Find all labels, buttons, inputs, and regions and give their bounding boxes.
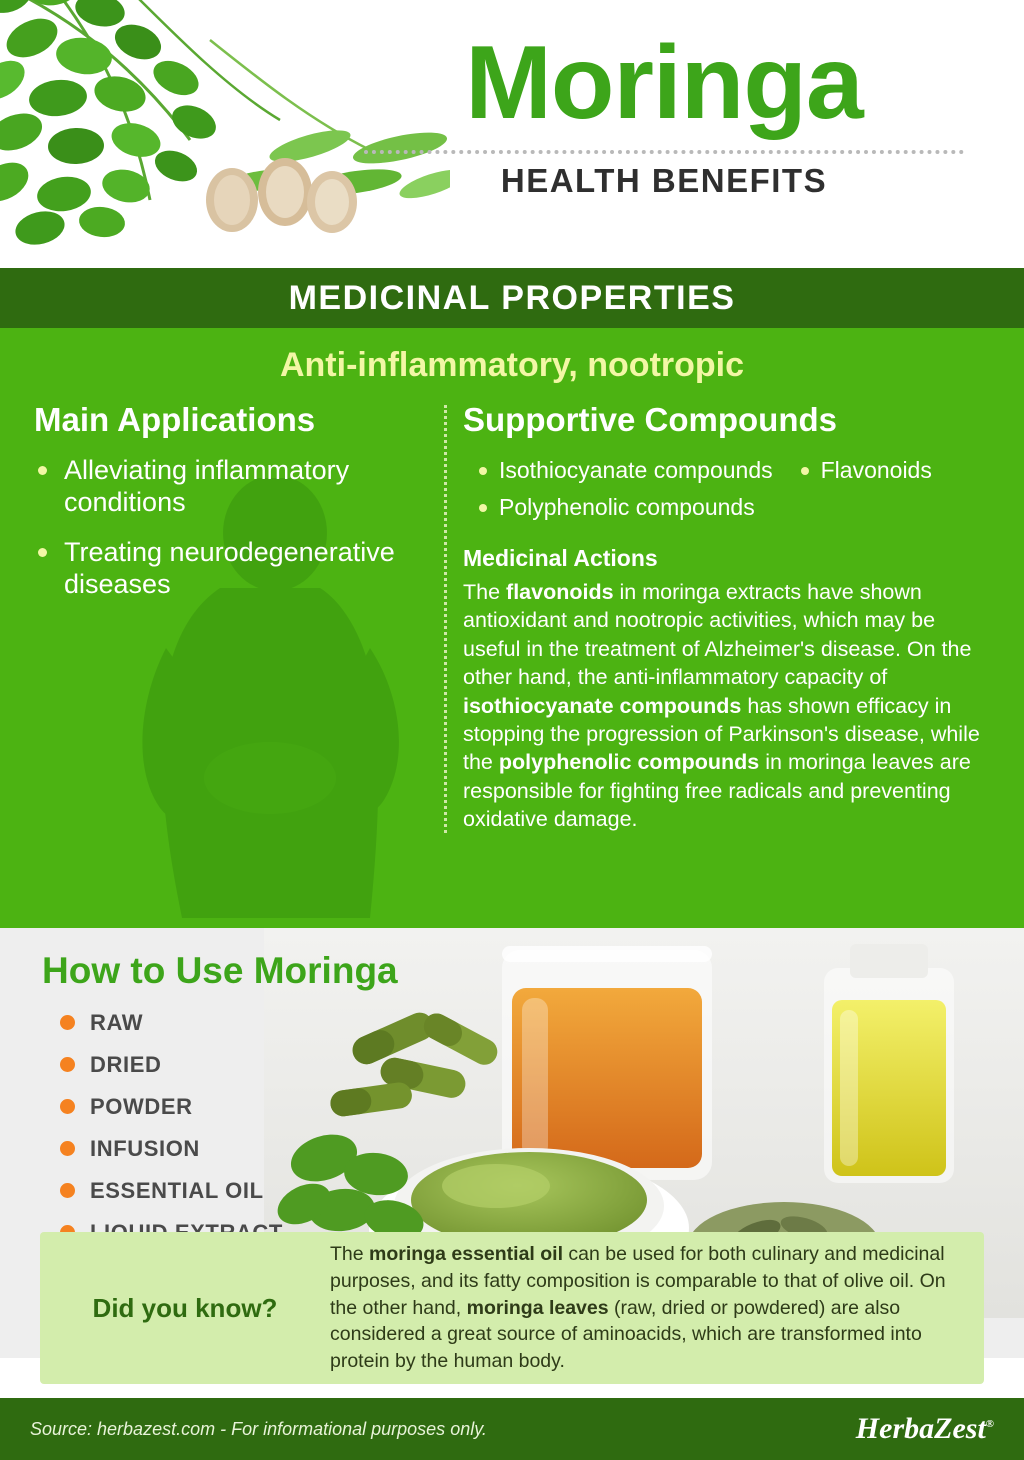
header [0,0,1024,268]
title-divider [364,150,964,154]
list-item: ESSENTIAL OIL [60,1178,1024,1204]
medicinal-properties-section [0,328,1024,928]
footer [0,1398,1024,1460]
registered-mark: ® [985,1418,994,1430]
list-item: Treating neurodegenerative diseases [34,537,426,601]
list-item: POWDER [60,1094,1024,1120]
column-divider [444,405,447,833]
medicinal-properties-bar [0,268,1024,328]
did-you-know-text: The moringa essential oil can be used for both culinary and medicinal purposes, and its fatty composition is comparable to that of olive oil. On the other hand, moringa leaves (raw, dried or powdered) are also considered a great source of aminoacids, which are transformed into protein by the human body. [330,1242,946,1373]
list-item: DRIED [60,1052,1024,1078]
medicinal-actions-text: The flavonoids in moringa extracts have shown antioxidant and nootropic activities, which may be useful in the treatment of Alzheimer's disease. On the other hand, the anti-inflammatory capacity of isothiocyanate compounds has shown efficacy in stopping the progression of Parkinson's disease, while the polyphenolic compounds in moringa leaves are responsible for fighting free radicals and preventing oxidative damage. [463,580,980,832]
did-you-know-callout [40,1232,984,1384]
list-item: INFUSION [60,1136,1024,1162]
medicinal-actions-title: Medicinal Actions [463,545,658,572]
supportive-compounds-list [463,455,990,529]
list-item: Alleviating inflammatory conditions [34,455,426,519]
main-applications-list [34,455,426,600]
brand-logo-text: HerbaZest [855,1412,986,1445]
two-column-layout [0,401,1024,833]
list-item: Isothiocyanate compounds [477,455,773,486]
how-to-use-title: How to Use Moringa [42,950,398,991]
medicinal-tagline: Anti-inflammatory, nootropic [279,346,745,384]
list-item: Polyphenolic compounds [477,492,755,523]
brand-logo[interactable] [856,1412,994,1446]
page-title: Moringa [465,25,863,141]
did-you-know-label: Did you know? [92,1292,278,1323]
list-item: RAW [60,1010,1024,1036]
page-subtitle: HEALTH BENEFITS [500,162,828,200]
supportive-compounds-column [463,401,990,833]
main-applications-title: Main Applications [34,401,316,438]
list-item: Flavonoids [799,455,932,486]
supportive-compounds-title: Supportive Compounds [463,401,837,438]
footer-source: Source: herbazest.com - For informational purposes only. [30,1418,487,1439]
medicinal-properties-title: MEDICINAL PROPERTIES [288,278,736,317]
main-applications-column [34,401,444,833]
header-titles [344,25,984,200]
